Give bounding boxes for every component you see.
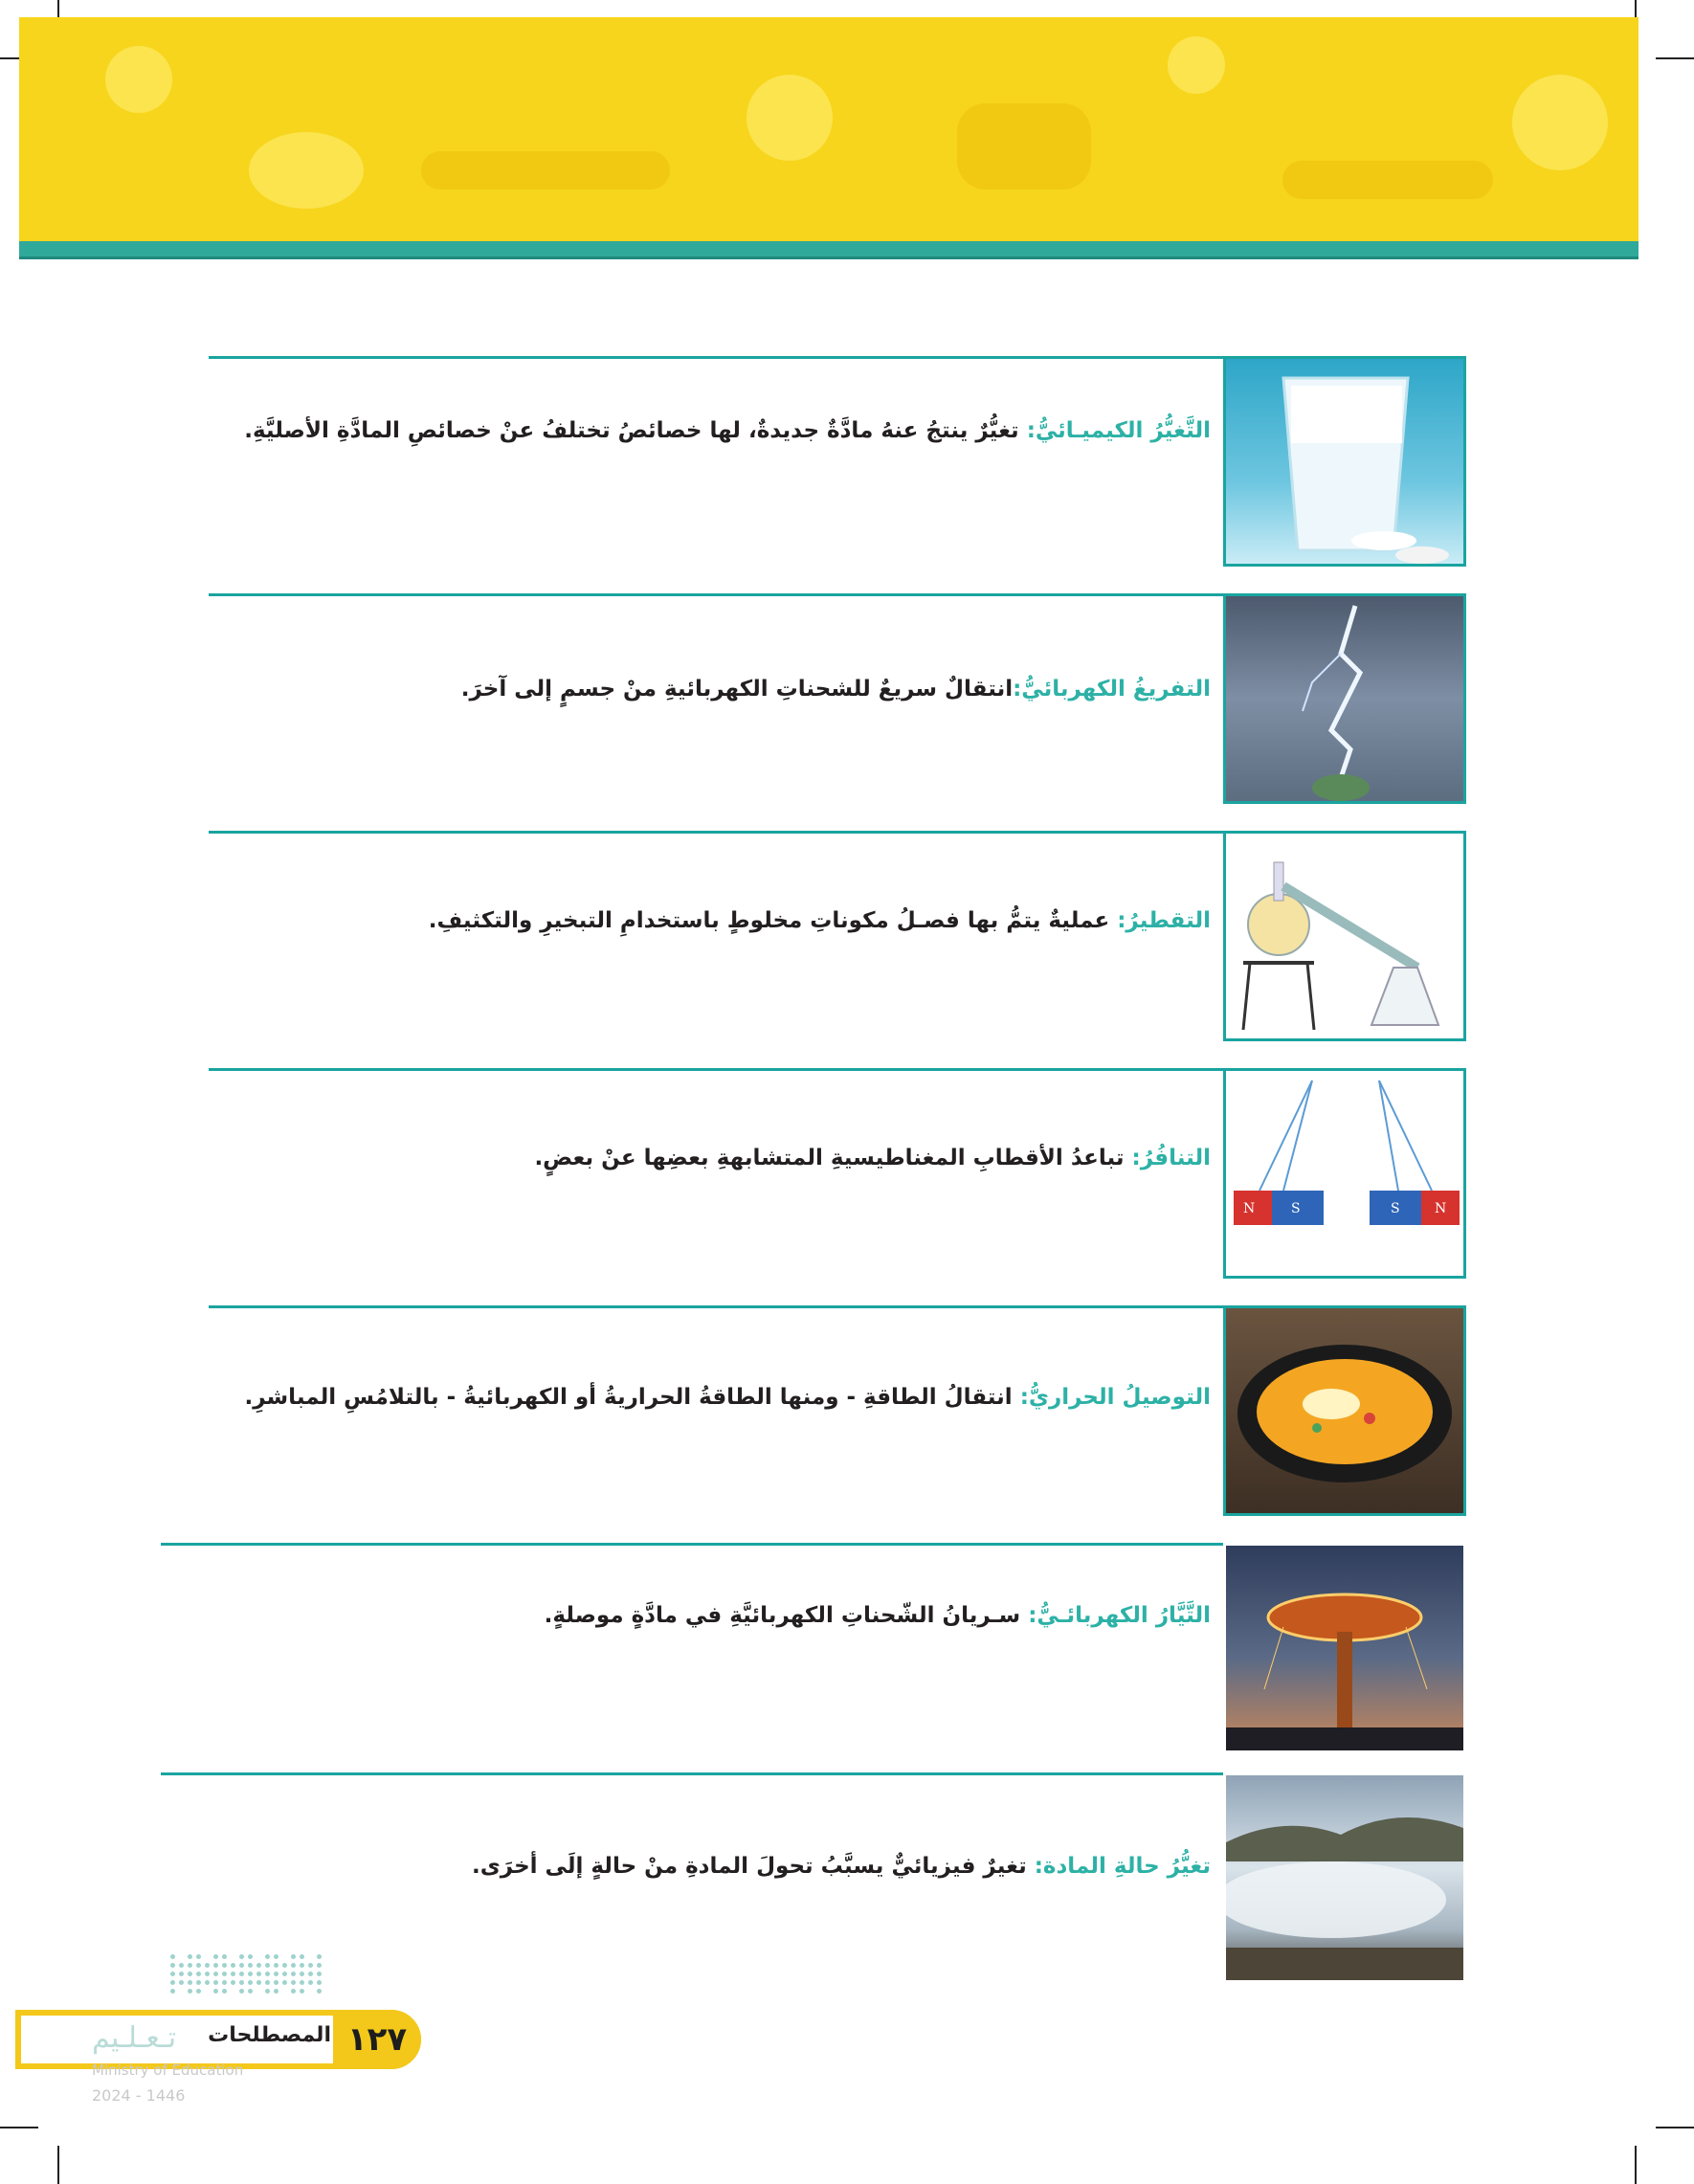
logo-dot (213, 1980, 218, 1985)
logo-dot (317, 1954, 322, 1959)
logo-dot (205, 1972, 210, 1976)
entry-text (201, 1587, 1211, 1644)
logo-dot (248, 1980, 253, 1985)
magnet-label: S (1291, 1201, 1301, 1216)
logo-dot (213, 1989, 218, 1994)
logo-dot (282, 1963, 287, 1968)
entry-image (1223, 1543, 1466, 1753)
entry-image (1223, 1305, 1466, 1516)
entry-image (1223, 593, 1466, 804)
effervescent-glass-illustration (1226, 359, 1463, 564)
logo-dot (256, 1972, 261, 1976)
header-divider (19, 241, 1638, 259)
steam-lake-illustration (1226, 1775, 1463, 1980)
logo-dot (231, 1980, 235, 1985)
logo-dot (222, 1954, 227, 1959)
logo-dot (265, 1989, 270, 1994)
logo-dot (265, 1963, 270, 1968)
logo-dot (300, 1980, 304, 1985)
logo-dot (231, 1963, 235, 1968)
logo-dot (248, 1972, 253, 1976)
logo-dot (282, 1980, 287, 1985)
entry-definition: تغيرٌ فيزيائيٌّ يسبَّبُ تحولَ المادةِ منْ حالةٍ إلَى أخرَى. (471, 1854, 1035, 1879)
logo-dot (222, 1989, 227, 1994)
logo-dot (231, 1972, 235, 1976)
entry-term: التَّغيُّرُ الكيميـائيُّ: (1026, 418, 1211, 443)
entry-term: التفريغُ الكهربائيُّ: (1013, 677, 1211, 702)
watermark-english: Ministry of Education (92, 2061, 244, 2079)
logo-dot (282, 1972, 287, 1976)
entry-definition: عمليةٌ يتمُّ بها فصـلُ مكوناتِ مخلوطٍ باستخدامِ التبخيرِ والتكثيفِ. (428, 908, 1118, 933)
logo-dot (300, 1963, 304, 1968)
entry-definition: تباعدُ الأقطابِ المغناطيسيةِ المتشابهةِ بعضِها عنْ بعضٍ. (534, 1146, 1132, 1170)
entry-term: التقطيرُ: (1117, 908, 1211, 933)
logo-dot (317, 1972, 322, 1976)
logo-dot (308, 1972, 313, 1976)
logo-dot (256, 1980, 261, 1985)
logo-dot (205, 1980, 210, 1985)
crop-mark (0, 2127, 38, 2128)
logo-dot (239, 1980, 244, 1985)
logo-dot (222, 1980, 227, 1985)
logo-dot (265, 1954, 270, 1959)
crop-mark (1635, 2146, 1637, 2184)
logo-dot (179, 1980, 184, 1985)
logo-dot (291, 1954, 296, 1959)
logo-dot (170, 1980, 175, 1985)
entry-text (201, 1838, 1211, 1895)
logo-dot (274, 1980, 279, 1985)
entry-definition: سـريانُ الشّحناتِ الكهربائيَّةِ في مادَّةٍ موصلةٍ. (544, 1603, 1029, 1628)
magnets-illustration (1226, 1071, 1463, 1276)
logo-dot (170, 1989, 175, 1994)
entry-image (1223, 356, 1466, 567)
logo-dot (179, 1963, 184, 1968)
logo-dot (274, 1989, 279, 1994)
logo-dot (308, 1980, 313, 1985)
entry-image (1223, 1068, 1466, 1279)
entry-text (201, 892, 1211, 949)
logo-dot (317, 1989, 322, 1994)
logo-dot (222, 1963, 227, 1968)
logo-dot (291, 1980, 296, 1985)
logo-dot (300, 1989, 304, 1994)
crop-mark (1656, 2127, 1694, 2128)
logo-dot (188, 1963, 192, 1968)
logo-dot (188, 1980, 192, 1985)
logo-dot (239, 1972, 244, 1976)
logo-dot (308, 1963, 313, 1968)
logo-dot (205, 1963, 210, 1968)
logo-dot (291, 1963, 296, 1968)
logo-dot (274, 1963, 279, 1968)
magnet-label: N (1435, 1201, 1447, 1216)
watermark-year: 2024 - 1446 (92, 2086, 186, 2105)
logo-dot (256, 1963, 261, 1968)
logo-dot (188, 1972, 192, 1976)
logo-dot (170, 1963, 175, 1968)
page-number: ١٢٧ (333, 2010, 421, 2069)
logo-dot (317, 1980, 322, 1985)
lightning-illustration (1226, 596, 1463, 801)
entry-term: تغيُّرُ حالةِ المادة: (1034, 1854, 1211, 1879)
entry-term: التنافُرُ: (1131, 1146, 1211, 1170)
logo-dot (291, 1989, 296, 1994)
header-banner (19, 17, 1638, 255)
logo-dot (213, 1963, 218, 1968)
logo-dot (188, 1989, 192, 1994)
logo-dot (222, 1972, 227, 1976)
entry-text (201, 1129, 1211, 1187)
crop-mark (57, 2146, 59, 2184)
logo-dot (248, 1989, 253, 1994)
entry-definition: تغيُّرٌ ينتجُ عنهُ مادَّةٌ جديدةٌ، لها خصائصُ تختلفُ عنْ خصائصِ المادَّةِ الأصليَّةِ. (244, 418, 1027, 443)
magnet-label: N (1243, 1201, 1256, 1216)
logo-dot (213, 1954, 218, 1959)
logo-dot (196, 1972, 201, 1976)
logo-dot (213, 1972, 218, 1976)
logo-dot (265, 1972, 270, 1976)
crop-mark (1656, 57, 1694, 59)
logo-dot (291, 1972, 296, 1976)
logo-dot (300, 1972, 304, 1976)
entry-term: التَّيَّارُ الكهربائـيُّ: (1028, 1603, 1211, 1628)
logo-dot (196, 1954, 201, 1959)
entry-image (1223, 831, 1466, 1041)
logo-dot (300, 1954, 304, 1959)
logo-dot (179, 1972, 184, 1976)
logo-dot (196, 1980, 201, 1985)
logo-dot (170, 1972, 175, 1976)
watermark-arabic: تـعـلـيم (92, 2021, 177, 2055)
logo-dot (239, 1963, 244, 1968)
entry-definition: انتقالٌ سريعٌ للشحناتِ الكهربائيةِ منْ جسمٍ إلى آخرَ. (460, 677, 1014, 702)
logo-dot (265, 1980, 270, 1985)
entry-text (201, 660, 1211, 718)
frying-pan-illustration (1226, 1308, 1463, 1513)
entry-text (201, 402, 1211, 459)
entry-term: التوصيلُ الحراريُّ: (1019, 1385, 1211, 1410)
magnet-label: S (1391, 1201, 1400, 1216)
logo-dot (274, 1972, 279, 1976)
logo-dot (239, 1989, 244, 1994)
section-title: المصطلحات (208, 2023, 331, 2047)
distillation-illustration (1226, 834, 1463, 1038)
entry-text (201, 1369, 1211, 1426)
entry-definition: انتقالُ الطاقةِ - ومنها الطاقةُ الحراريةُ أو الكهربائيةُ - بالتلامُسِ المباشرِ. (244, 1385, 1020, 1410)
logo-dot (239, 1954, 244, 1959)
logo-dot (170, 1954, 175, 1959)
entry-image (1223, 1772, 1466, 1983)
swing-ride-illustration (1226, 1546, 1463, 1750)
logo-dot (188, 1954, 192, 1959)
logo-dot (248, 1963, 253, 1968)
logo-dot (196, 1963, 201, 1968)
logo-dot (248, 1954, 253, 1959)
logo-dot (317, 1963, 322, 1968)
logo-dot (196, 1989, 201, 1994)
logo-dot (274, 1954, 279, 1959)
